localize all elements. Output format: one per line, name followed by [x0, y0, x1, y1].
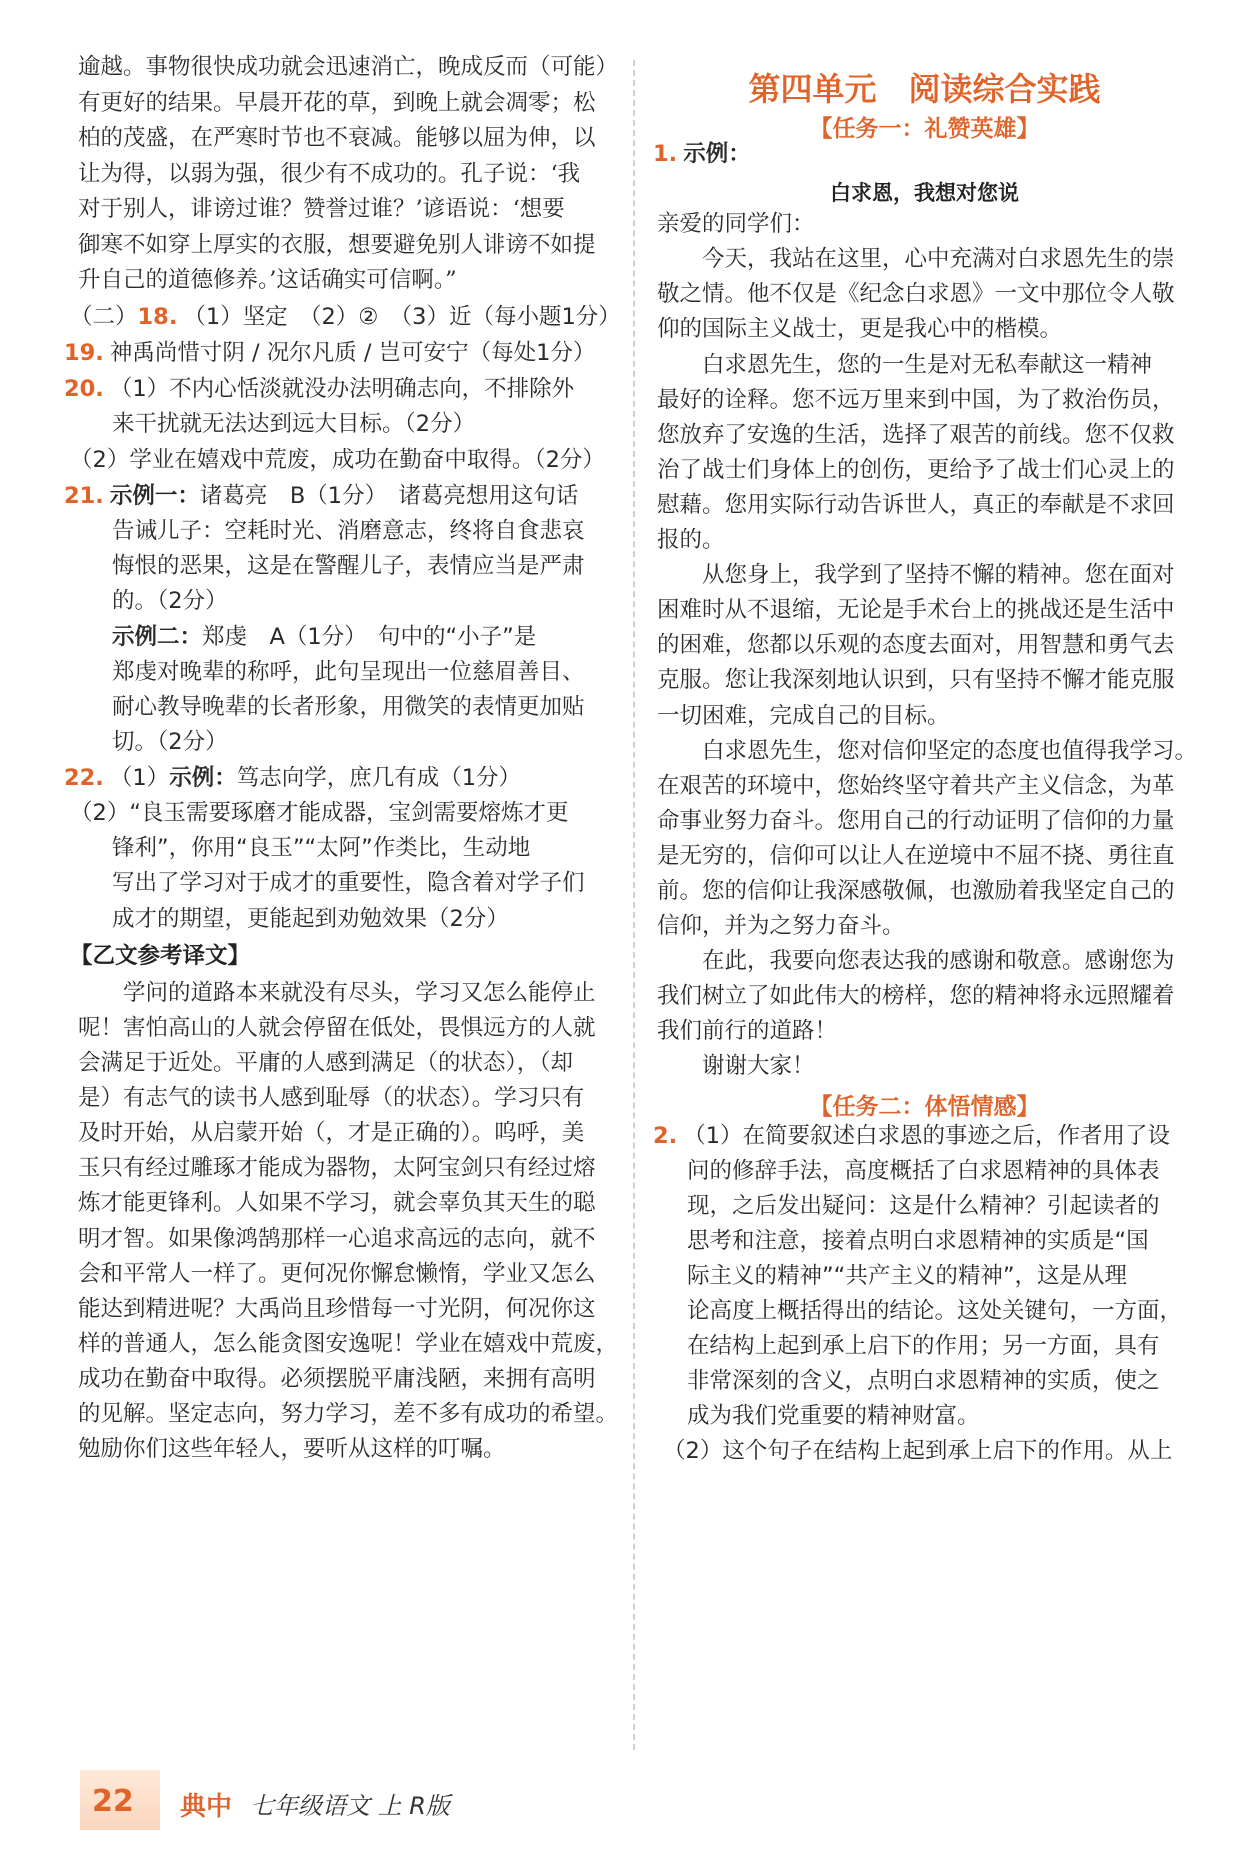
text-line: 际主义的精神”“共产主义的精神”，这是从理 [687, 1263, 1127, 1289]
text-line: 是无穷的，信仰可以让人在逆境中不屈不挠、勇往直 [657, 843, 1175, 869]
text-line: 明才智。如果像鸿鹄那样一心追求高远的志向，就不 [78, 1226, 596, 1252]
text-line: 会满足于近处。平庸的人感到满足（的状态），（却 [78, 1050, 574, 1076]
text-line: 逾越。事物很快成功就会迅速消亡，晚成反而（可能） [78, 54, 619, 80]
text-line: 学问的道路本来就没有尽头，学习又怎么能停止 [123, 980, 596, 1006]
text-line: 成功在勤奋中取得。必须摆脱平庸浅陋，来拥有高明 [78, 1366, 596, 1392]
page-number: 22 [92, 1784, 134, 1819]
text-line: 谢谢大家！ [702, 1053, 815, 1079]
text-line: 最好的诠释。您不远万里来到中国，为了救治伤员， [657, 387, 1175, 413]
text-line: 成为我们党重要的精神财富。 [687, 1403, 980, 1429]
text-line: 在艰苦的环境中，您始终坚守着共产主义信念，为革 [657, 773, 1175, 799]
text-line: 写出了学习对于成才的重要性，隐含着对学子们 [112, 870, 585, 896]
text-line: 白求恩先生，您的一生是对无私奉献这一精神 [702, 352, 1153, 378]
text-line: 一切困难，完成自己的目标。 [657, 703, 950, 729]
text-line: 切。（2分） [112, 729, 228, 755]
question-number: 20. [64, 376, 104, 402]
text-line: 是）有志气的读书人感到耻辱（的状态）。学习只有 [78, 1085, 585, 1111]
book-title: 七年级语文 上 R版 [250, 1792, 450, 1820]
task-one-heading: 【任务一：礼赞英雄】 [809, 116, 1040, 142]
text-line: 会和平常人一样了。更何况你懈怠懒惰，学业又怎么 [78, 1261, 596, 1287]
brand-logo: 典中 [180, 1792, 233, 1822]
answer-19 [64, 342, 595, 365]
question-number: 19. [64, 340, 104, 366]
text-line: 论高度上概括得出的结论。这处关键句，一方面， [687, 1298, 1183, 1324]
page-footer [80, 1770, 540, 1830]
text-line: 的。（2分） [112, 588, 228, 614]
example-label: 示例二： [112, 624, 203, 650]
part-prefix: （1） [109, 765, 170, 791]
question-number: 18. [137, 304, 178, 330]
answer-21 [64, 485, 578, 508]
text-line: 对于别人，诽谤过谁？赞誉过谁？’谚语说：‘想要 [78, 196, 565, 222]
text-line: 慰藉。您用实际行动告诉世人，真正的奉献是不求回 [657, 492, 1175, 518]
example-label: 示例一： [109, 483, 200, 509]
section-label: （二） [70, 304, 138, 330]
text-line: （2）这个句子在结构上起到承上启下的作用。从上 [663, 1438, 1173, 1464]
text-line: 仰的国际主义战士，更是我心中的楷模。 [657, 316, 1063, 342]
text-line: 柏的茂盛，在严寒时节也不衰减。能够以屈为伸，以 [78, 125, 596, 151]
text-line: 能达到精进呢？大禹尚且珍惜每一寸光阴，何况你这 [78, 1296, 596, 1322]
text-line: 玉只有经过雕琢才能成为器物，太阿宝剑只有经过熔 [78, 1155, 596, 1181]
text-line: 在此，我要向您表达我的感谢和敬意。感谢您为 [702, 948, 1175, 974]
text-line: 前。您的信仰让我深感敬佩，也激励着我坚定自己的 [657, 878, 1175, 904]
text-line: 克服。您让我深刻地认识到，只有坚持不懈才能克服 [657, 667, 1175, 693]
text-line: 我们前行的道路！ [657, 1018, 838, 1044]
column-divider [633, 60, 635, 1750]
text-line: 样的普通人，怎么能贪图安逸呢！学业在嬉戏中荒废， [78, 1331, 619, 1357]
text-line: 炼才能更锋利。人如果不学习，就会辜负其天生的聪 [78, 1190, 596, 1216]
answer-18 [70, 306, 621, 329]
text-line: 御寒不如穿上厚实的衣服，想要避免别人诽谤不如提 [78, 232, 596, 258]
question-number: 22. [64, 765, 104, 791]
text-line: 我们树立了如此伟大的榜样，您的精神将永远照耀着 [657, 983, 1175, 1009]
text-line: 有更好的结果。早晨开花的草，到晚上就会凋零；松 [78, 90, 596, 116]
text-line: 报的。 [657, 527, 725, 553]
text-line: 信仰，并为之努力奋斗。 [657, 913, 905, 939]
text-line: 成才的期望，更能起到劝勉效果（2分） [112, 906, 509, 932]
text-line: 告诫儿子：空耗时光、消磨意志，终将自食悲哀 [112, 518, 585, 544]
example-label: 示例： [169, 765, 237, 791]
text-line: 的见解。坚定志向，努力学习，差不多有成功的希望。 [78, 1401, 619, 1427]
answer-text: 诸葛亮 B（1分） 诸葛亮想用这句话 [199, 483, 579, 509]
question-number: 1. [653, 141, 678, 167]
speech-title: 白求恩，我想对您说 [830, 181, 1019, 205]
text-line: 郑虔对晚辈的称呼，此句呈现出一位慈眉善目、 [112, 659, 585, 685]
answer-text: （1）在简要叙述白求恩的事迹之后，作者用了设 [683, 1123, 1171, 1149]
answer-text: （1）不内心恬淡就没办法明确志向，不排除外 [109, 376, 575, 402]
answer-text: 郑虔 A（1分） 句中的“小子”是 [202, 624, 537, 650]
example-2 [112, 626, 536, 649]
answer-22 [64, 767, 521, 790]
text-line: 来干扰就无法达到远大目标。（2分） [112, 411, 476, 437]
text-line: 让为得，以弱为强，很少有不成功的。孔子说：‘我 [78, 161, 581, 187]
unit-title: 第四单元 阅读综合实践 [748, 70, 1101, 108]
answer-text: 笃志向学，庶几有成（1分） [236, 765, 522, 791]
text-line: 非常深刻的含义，点明白求恩精神的实质，使之 [687, 1368, 1160, 1394]
answer-20 [64, 378, 574, 401]
text-line: 的困难，您都以乐观的态度去面对，用智慧和勇气去 [657, 632, 1175, 658]
text-line: 呢！害怕高山的人就会停留在低处，畏惧远方的人就 [78, 1015, 596, 1041]
text-line: 在结构上起到承上启下的作用；另一方面，具有 [687, 1333, 1160, 1359]
text-line: 从您身上，我学到了坚持不懈的精神。您在面对 [702, 562, 1175, 588]
text-line: 思考和注意，接着点明白求恩精神的实质是“国 [687, 1228, 1149, 1254]
text-line: 您放弃了安逸的生活，选择了艰苦的前线。您不仅救 [657, 422, 1175, 448]
text-line: 亲爱的同学们： [657, 211, 815, 237]
task-two-heading: 【任务二：体悟情感】 [809, 1094, 1040, 1120]
text-line: 命事业努力奋斗。您用自己的行动证明了信仰的力量 [657, 808, 1175, 834]
text-line: 白求恩先生，您对信仰坚定的态度也值得我学习。 [702, 738, 1198, 764]
text-line: 今天，我站在这里，心中充满对白求恩先生的崇 [702, 246, 1175, 272]
text-line: 升自己的道德修养。’这话确实可信啊。” [78, 267, 457, 293]
question-number: 2. [653, 1123, 678, 1149]
text-line: 耐心教导晚辈的长者形象，用微笑的表情更加贴 [112, 694, 585, 720]
translation-header: 【乙文参考译文】 [70, 943, 251, 969]
question-number: 21. [64, 483, 104, 509]
text-line: 治了战士们身体上的创伤，更给予了战士们心灵上的 [657, 457, 1175, 483]
answer-text: （1）坚定 （2）② （3）近（每小题1分） [183, 304, 621, 330]
answer-1 [653, 143, 751, 166]
text-line: 问的修辞手法，高度概括了白求恩精神的具体表 [687, 1158, 1160, 1184]
text-line: 困难时从不退缩，无论是手术台上的挑战还是生活中 [657, 597, 1175, 623]
text-line: （2）“良玉需要琢磨才能成器，宝剑需要熔炼才更 [70, 800, 569, 826]
answer-2 [653, 1125, 1170, 1148]
text-line: （2）学业在嬉戏中荒废，成功在勤奋中取得。（2分） [70, 447, 605, 473]
text-line: 敬之情。他不仅是《纪念白求恩》一文中那位令人敬 [657, 281, 1175, 307]
text-line: 及时开始，从启蒙开始（，才是正确的）。呜呼，美 [78, 1120, 585, 1146]
text-line: 勉励你们这些年轻人，要听从这样的叮嘱。 [78, 1436, 506, 1462]
example-label: 示例： [683, 141, 751, 167]
text-line: 现，之后发出疑问：这是什么精神？引起读者的 [687, 1193, 1160, 1219]
text-line: 锋利”，你用“良玉”“太阿”作类比，生动地 [112, 835, 531, 861]
answer-text: 神禹尚惜寸阴 / 况尔凡质 / 岂可安宁（每处1分） [109, 340, 596, 366]
text-line: 悔恨的恶果，这是在警醒儿子，表情应当是严肃 [112, 553, 585, 579]
page-number-box [80, 1770, 160, 1830]
